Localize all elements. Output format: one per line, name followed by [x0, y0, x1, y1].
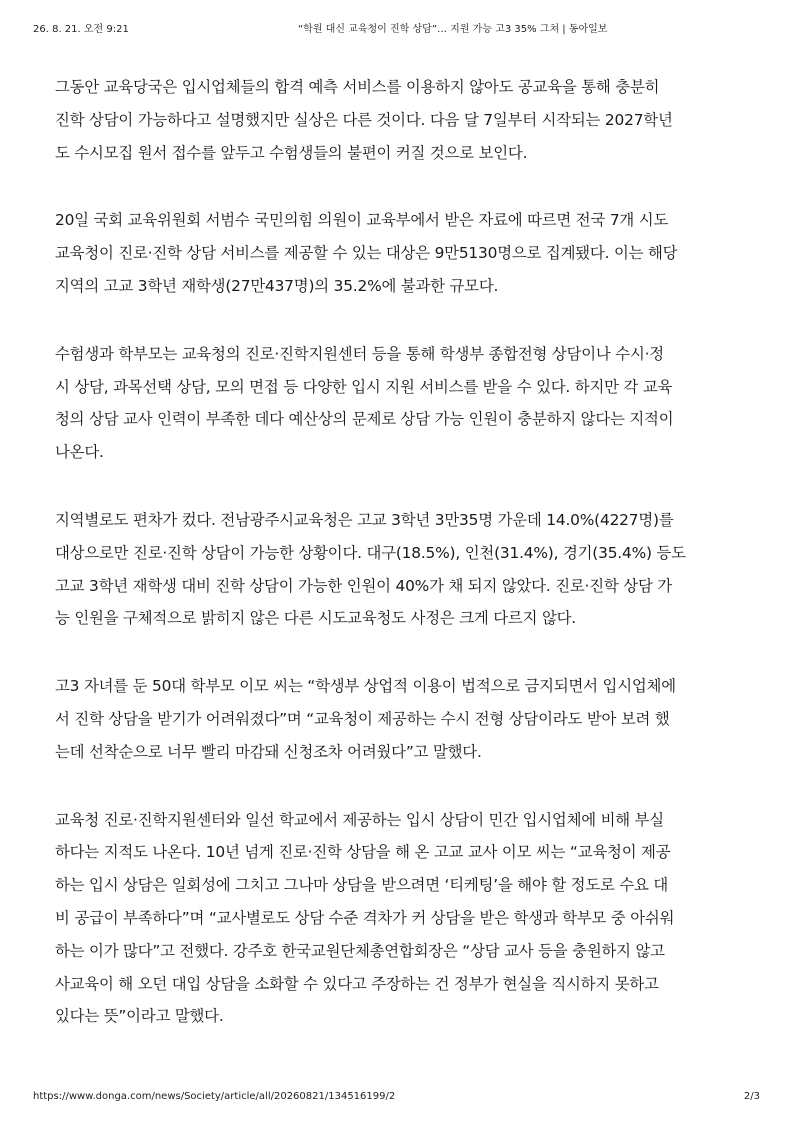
print-document-title: “학원 대신 교육청이 진학 상담”… 지원 가능 고3 35% 그쳐 | 동아일보	[298, 24, 608, 35]
paragraph-line: 있다는 뜻”이라고 말했다.	[55, 1007, 224, 1026]
paragraph-line: 하는 입시 상담은 일회성에 그치고 그나마 상담을 받으려면 ‘티케팅’을 해야 할 정도로 수요 대	[55, 876, 669, 895]
print-source-url: https://www.donga.com/news/Society/article/all/20260821/134516199/2	[33, 1091, 396, 1102]
article-paragraph	[55, 204, 755, 302]
paragraph-line: 하다는 지적도 나온다. 10년 넘게 진로·진학 상담을 해 온 고교 교사 이모 씨는 “교육청이 제공	[55, 843, 671, 862]
page-number: 2/3	[743, 1091, 760, 1102]
paragraph-line: 진학 상담이 가능하다고 설명했지만 실상은 다른 것이다. 다음 달 7일부터 시작되는 2027학년	[55, 110, 673, 129]
paragraph-line: 교육청 진로·진학지원센터와 일선 학교에서 제공하는 입시 상담이 민간 입시업체에 비해 부실	[55, 810, 664, 829]
paragraph-line: 는데 선착순으로 너무 빨리 마감돼 신청조차 어려웠다”고 말했다.	[55, 742, 482, 761]
paragraph-line: 20일 국회 교육위원회 서범수 국민의힘 의원이 교육부에서 받은 자료에 따르면 전국 7개 시도	[55, 211, 669, 230]
article-paragraph	[55, 71, 755, 169]
article-paragraph	[55, 504, 755, 635]
paragraph-line: 고3 자녀를 둔 50대 학부모 이모 씨는 “학생부 상업적 이용이 법적으로 금지되면서 입시업체에	[55, 677, 676, 696]
paragraph-line: 능 인원을 구체적으로 밝히지 않은 다른 시도교육청도 사정은 크게 다르지 않다.	[55, 609, 576, 628]
paragraph-line: 수험생과 학부모는 교육청의 진로·진학지원센터 등을 통해 학생부 종합전형 상담이나 수시·정	[55, 344, 664, 363]
print-datetime: 26. 8. 21. 오전 9:21	[33, 24, 129, 35]
article-paragraph	[55, 804, 755, 1034]
article-body	[55, 71, 755, 1068]
article-paragraph	[55, 670, 755, 768]
paragraph-line: 도 수시모집 원서 접수를 앞두고 수험생들의 불편이 커질 것으로 보인다.	[55, 143, 528, 162]
paragraph-line: 지역의 고교 3학년 재학생(27만437명)의 35.2%에 불과한 규모다.	[55, 276, 499, 295]
paragraph-line: 비 공급이 부족하다”며 “교사별로도 상담 수준 격차가 커 상담을 받은 학생과 학부모 중 아쉬워	[55, 908, 675, 927]
paragraph-line: 그동안 교육당국은 입시업체들의 합격 예측 서비스를 이용하지 않아도 공교육을 통해 충분히	[55, 78, 660, 96]
paragraph-line: 청의 상담 교사 인력이 부족한 데다 예산상의 문제로 상담 가능 인원이 충분하지 않다는 지적이	[55, 410, 674, 429]
paragraph-line: 서 진학 상담을 받기가 어려워졌다”며 “교육청이 제공하는 수시 전형 상담이라도 받아 보려 했	[55, 709, 670, 728]
paragraph-line: 지역별로도 편차가 컸다. 전남광주시교육청은 고교 3학년 3만35명 가운데 14.0%(4227명)를	[55, 510, 674, 529]
paragraph-line: 나온다.	[55, 443, 104, 462]
paragraph-line: 고교 3학년 재학생 대비 진학 상담이 가능한 인원이 40%가 채 되지 않았다. 진로·진학 상담 가	[55, 576, 672, 595]
paragraph-line: 교육청이 진로·진학 상담 서비스를 제공할 수 있는 대상은 9만5130명으로 집계됐다. 이는 해당	[55, 244, 678, 263]
article-paragraph	[55, 338, 755, 469]
paragraph-line: 하는 이가 많다”고 전했다. 강주호 한국교원단체총연합회장은 “상담 교사 등을 충원하지 않고	[55, 941, 665, 960]
paragraph-line: 시 상담, 과목선택 상담, 모의 면접 등 다양한 입시 지원 서비스를 받을 수 있다. 하지만 각 교육	[55, 377, 673, 396]
paragraph-line: 대상으로만 진로·진학 상담이 가능한 상황이다. 대구(18.5%), 인천(31.4%), 경기(35.4%) 등도	[55, 543, 686, 562]
paragraph-line: 사교육이 해 오던 대입 상담을 소화할 수 있다고 주장하는 건 정부가 현실을 직시하지 못하고	[55, 974, 659, 993]
